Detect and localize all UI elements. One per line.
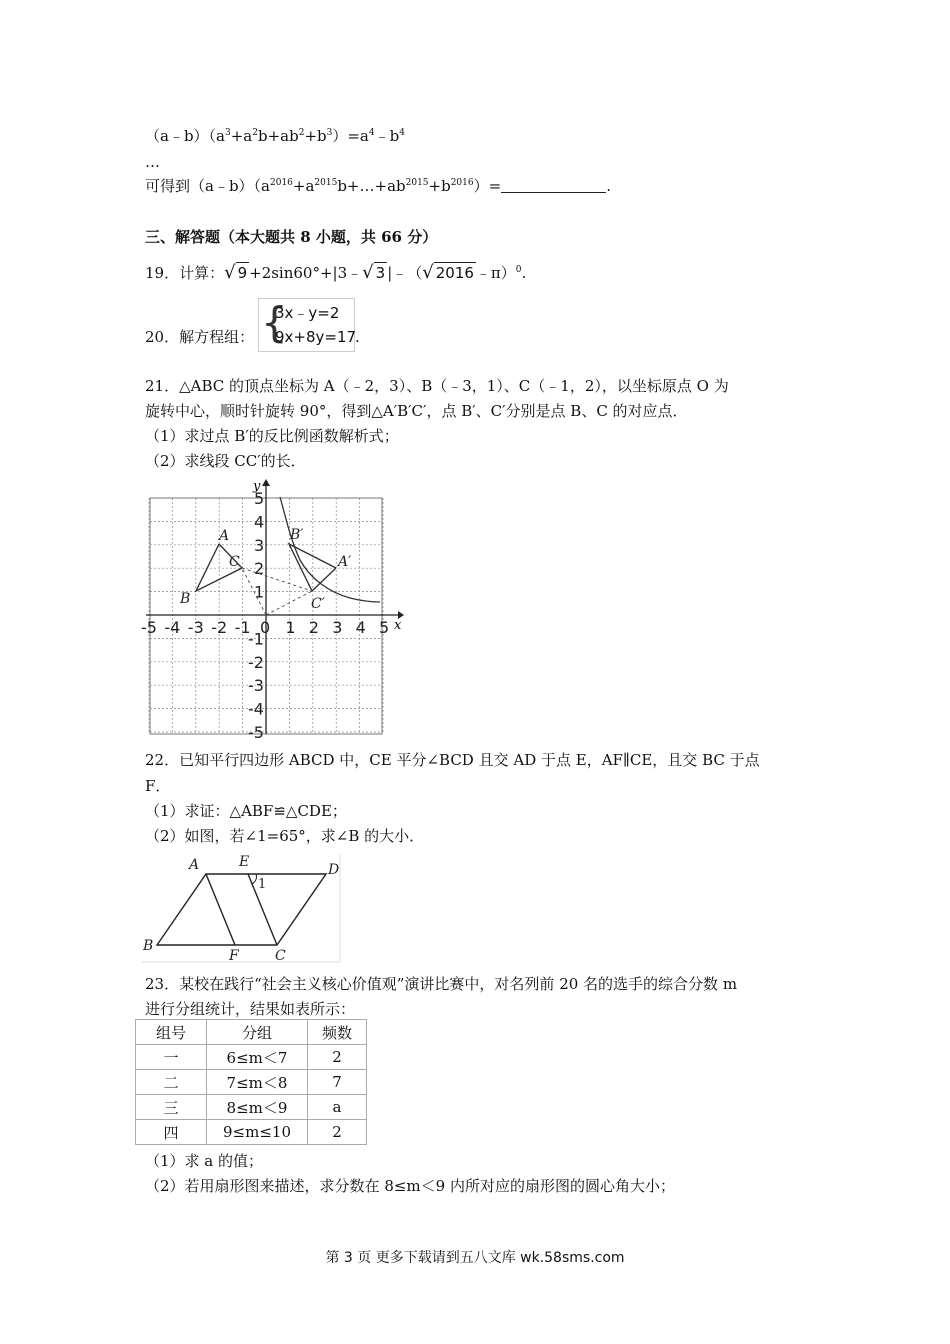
table-header-row <box>136 1020 367 1045</box>
table-cell: 7≤m＜8 <box>207 1070 308 1095</box>
label-d: D <box>328 862 340 878</box>
label-a: A <box>219 528 230 544</box>
q23-part1: （1）求 a 的值； <box>145 1152 264 1170</box>
label-e: E <box>239 854 250 870</box>
x-tick-label: -3 <box>187 618 204 637</box>
table-cell: 四 <box>136 1120 207 1145</box>
q22-line1: 22．已知平行四边形 ABCD 中，CE 平分∠BCD 且交 AD 于点 E，AF∥CE，且交 BC 于点 <box>145 751 760 769</box>
table-header: 分组 <box>207 1020 308 1045</box>
q21-line1: 21．△ABC 的顶点坐标为 A（﹣2，3）、B（﹣3，1）、C（﹣1，2），以坐标原点 O 为 <box>145 377 729 395</box>
table-cell: 一 <box>136 1045 207 1070</box>
table-header: 频数 <box>308 1020 367 1045</box>
ellipsis: … <box>145 153 160 171</box>
segment-af <box>206 874 235 945</box>
frequency-table <box>135 1019 367 1145</box>
sqrt-symbol: √ <box>422 262 434 283</box>
y-tick-label: 3 <box>254 535 265 555</box>
q20-period: . <box>355 328 360 346</box>
question-19: 19．计算：√ 9 +2sin60°+|3﹣√ 3 |﹣（√ 2016 ﹣π）$^0$. <box>145 262 527 283</box>
x-tick-label: 4 <box>355 618 366 637</box>
y-tick-label: 4 <box>254 512 265 532</box>
y-axis-arrow <box>262 479 270 486</box>
table-row <box>136 1045 367 1070</box>
table-header: 组号 <box>136 1020 207 1045</box>
q21-part2: （2）求线段 CC′的长． <box>145 452 306 470</box>
sqrt-symbol: √ <box>224 262 236 283</box>
section-title: 三、解答题（本大题共 8 小题，共 66 分） <box>145 228 438 246</box>
parallelogram-figure <box>140 852 345 964</box>
x-tick-label: -1 <box>234 618 251 637</box>
table-cell: a <box>308 1095 367 1120</box>
conclusion-line: 可得到$(a﹣b)(a^{2016}+a^{2015}b+\dots+ab^{2015}+b^{2016})=$ . <box>145 177 611 195</box>
q23-part2: （2）若用扇形图来描述，求分数在 8≤m＜9 内所对应的扇形图的圆心角大小； <box>145 1177 675 1195</box>
identity-line: $(a﹣b)(a^3+a^2b+ab^2+b^3)=a^4﹣b^4$ <box>145 127 405 145</box>
x-tick-label: 0 <box>260 618 271 637</box>
label-a1: A′ <box>338 554 352 570</box>
equation-1: 3x﹣y=2 <box>275 304 340 322</box>
question-20: 20．解方程组： <box>145 328 255 346</box>
dashed-oc1 <box>266 591 312 615</box>
brace-symbol: { <box>261 298 288 347</box>
table-row <box>136 1120 367 1145</box>
x-tick-label: -2 <box>211 618 228 637</box>
label-b1: B′ <box>290 527 304 543</box>
table-row <box>136 1070 367 1095</box>
label-f: F <box>229 948 239 964</box>
y-tick-label: -2 <box>248 652 264 672</box>
q21-line2: 旋转中心，顺时针旋转 90°，得到△A′B′C′，点 B′、C′分别是点 B、C 的对应点． <box>145 402 688 420</box>
table-cell: 三 <box>136 1095 207 1120</box>
q23-line2: 进行分组统计，结果如表所示： <box>145 1000 356 1018</box>
label-a: A <box>189 857 200 873</box>
y-axis-label: y <box>253 479 261 494</box>
x-tick-label: 2 <box>308 618 319 637</box>
angle-1-label: 1 <box>258 877 267 892</box>
table-cell: 2 <box>308 1045 367 1070</box>
label-c: C <box>275 948 286 964</box>
equation-system <box>258 298 355 352</box>
y-tick-label: -4 <box>248 699 264 719</box>
y-tick-label: 5 <box>254 489 265 508</box>
answer-blank <box>501 178 606 193</box>
table-cell: 8≤m＜9 <box>207 1095 308 1120</box>
table-cell: 9≤m≤10 <box>207 1120 308 1145</box>
y-tick-label: 2 <box>254 559 265 579</box>
parallelogram-abcd <box>157 874 326 945</box>
label-c: C <box>229 554 240 570</box>
table-cell: 6≤m＜7 <box>207 1045 308 1070</box>
x-tick-label: 3 <box>332 618 343 637</box>
table-cell: 7 <box>308 1070 367 1095</box>
q22-line2: F． <box>145 777 171 795</box>
label-b: B <box>143 938 154 954</box>
table-row <box>136 1095 367 1120</box>
hyperbola-curve <box>280 497 380 602</box>
q22-part2: （2）如图，若∠1=65°，求∠B 的大小． <box>145 827 425 845</box>
q21-part1: （1）求过点 B′的反比例函数解析式； <box>145 427 399 445</box>
x-tick-label: -4 <box>164 618 181 637</box>
x-tick-label: 5 <box>379 618 390 637</box>
y-tick-label: -3 <box>248 676 264 696</box>
page-footer: 第 3 页 更多下载请到五八文库 wk.58sms.com <box>325 1250 625 1266</box>
label-b: B <box>180 591 191 607</box>
x-tick-label: 1 <box>285 618 296 637</box>
table-cell: 2 <box>308 1120 367 1145</box>
x-axis-label: x <box>394 618 402 633</box>
y-tick-label: -1 <box>248 629 264 649</box>
y-tick-label: -5 <box>248 723 264 740</box>
equation-2: 9x+8y=17 <box>275 328 357 346</box>
angle-1-arc <box>252 874 257 884</box>
table-cell: 二 <box>136 1070 207 1095</box>
sqrt-symbol: √ <box>362 262 374 283</box>
label-c1: C′ <box>311 596 325 612</box>
q23-line1: 23．某校在践行“社会主义核心价值观”演讲比赛中，对名列前 20 名的选手的综合分数 m <box>145 975 738 993</box>
coordinate-graph <box>140 478 405 740</box>
y-tick-label: 1 <box>254 582 265 602</box>
q22-part1: （1）求证：△ABF≌△CDE； <box>145 802 347 820</box>
x-tick-label: -5 <box>141 618 157 637</box>
